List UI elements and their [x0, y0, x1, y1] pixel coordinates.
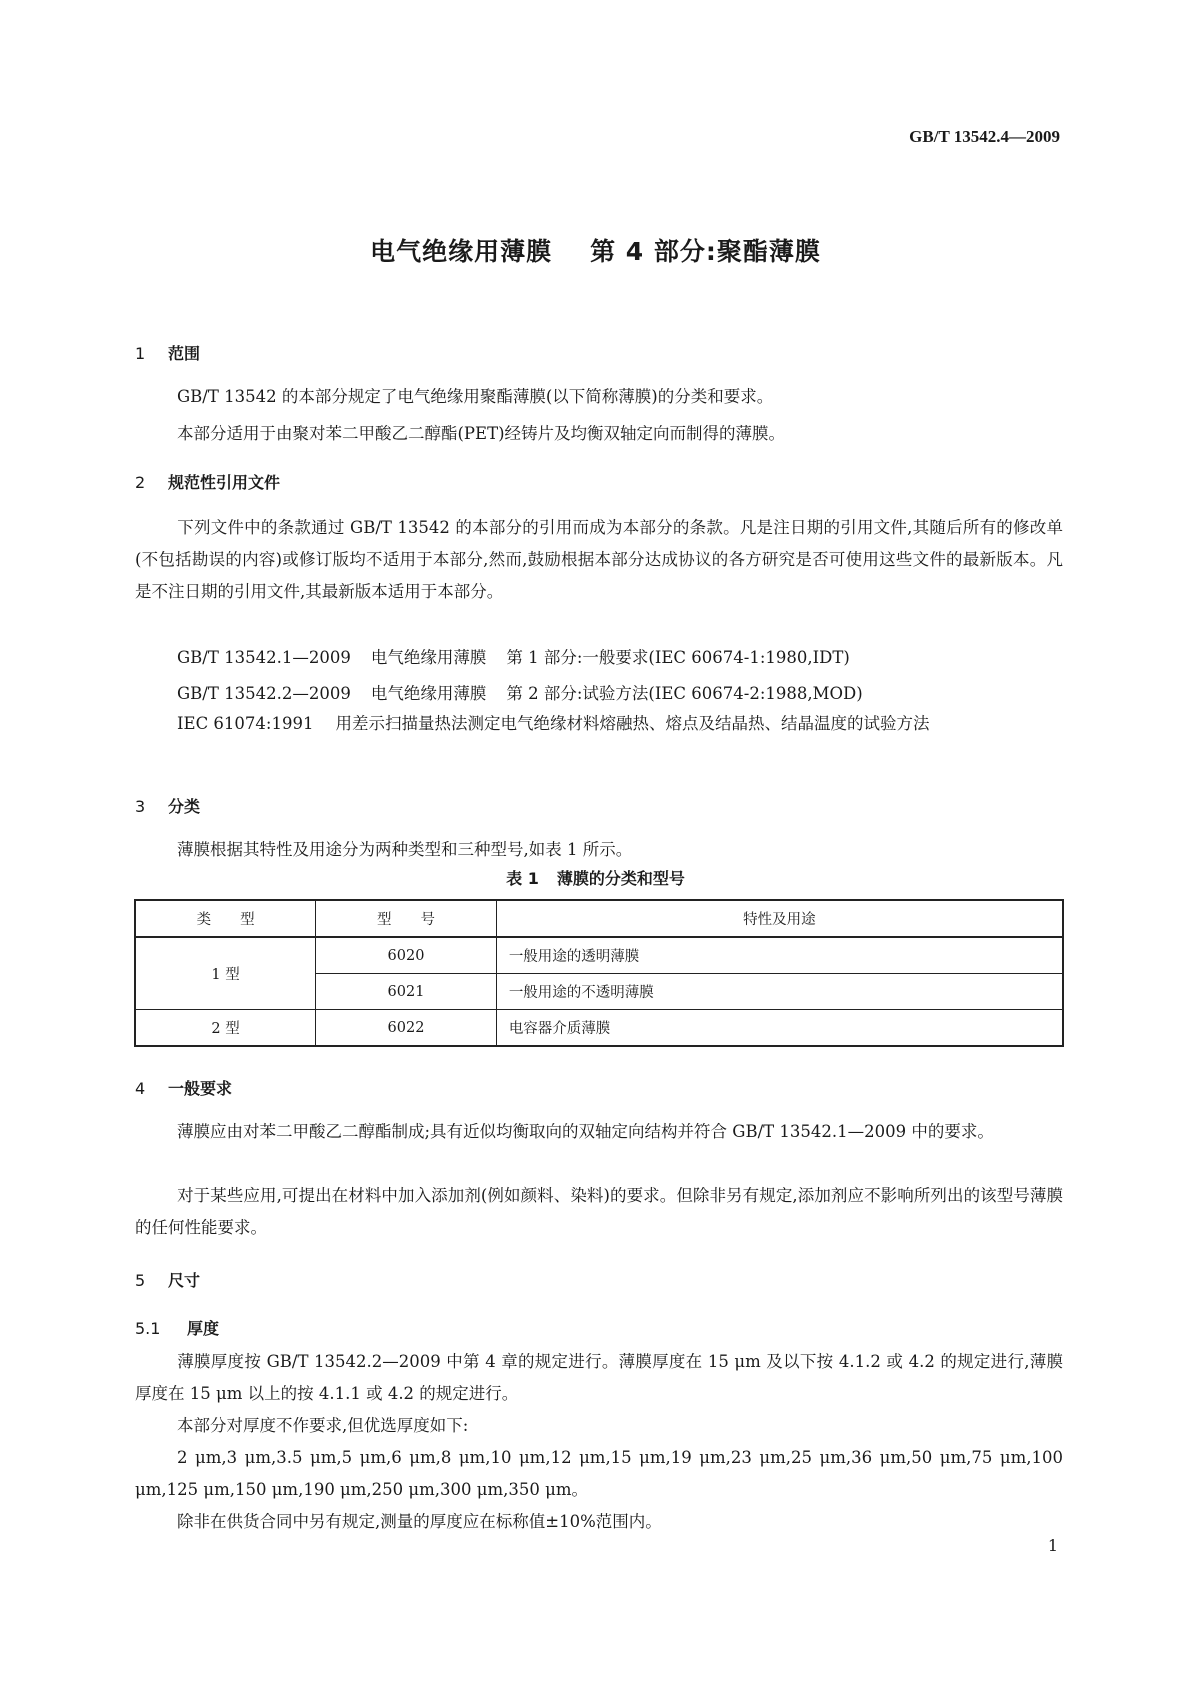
section-number: 3: [135, 797, 146, 816]
section-2-heading: [135, 470, 280, 493]
table-title: 薄膜的分类和型号: [556, 869, 685, 888]
paragraph-text: 薄膜应由对苯二甲酸乙二醇酯制成;具有近似均衡取向的双轴定向结构并符合 GB/T 13542.1—2009 中的要求。: [177, 1122, 994, 1141]
table-row: [135, 937, 1063, 974]
section-4-paragraph-1: [135, 1116, 1063, 1148]
header-type: 类 型: [135, 900, 316, 937]
cell-model: 6022: [316, 1010, 497, 1047]
reference-part: 第 1 部分:一般要求(IEC 60674-1:1980,IDT): [506, 648, 850, 667]
section-5-heading: [135, 1268, 200, 1291]
reference-2: [177, 680, 863, 704]
subsection-title: 厚度: [187, 1319, 220, 1338]
section-1-heading: [135, 341, 200, 364]
section-number: 5: [135, 1271, 146, 1290]
cell-use: 一般用途的透明薄膜: [496, 937, 1063, 974]
section-number: 4: [135, 1079, 146, 1098]
classification-table: [134, 899, 1064, 1047]
paragraph-text: 薄膜根据其特性及用途分为两种类型和三种型号,如表 1 所示。: [177, 840, 633, 859]
section-1-paragraph-1: [135, 381, 1063, 413]
reference-text: 用差示扫描量热法测定电气绝缘材料熔融热、熔点及结晶热、结晶温度的试验方法: [335, 714, 930, 733]
cell-model: 6020: [316, 937, 497, 974]
paragraph-text: 本部分适用于由聚对苯二甲酸乙二醇酯(PET)经铸片及均衡双轴定向而制得的薄膜。: [177, 424, 786, 443]
section-title: 尺寸: [168, 1271, 201, 1290]
paragraph-text: 本部分对厚度不作要求,但优选厚度如下:: [177, 1416, 469, 1435]
reference-1: [177, 644, 850, 668]
paragraph-text: 薄膜厚度按 GB/T 13542.2—2009 中第 4 章的规定进行。薄膜厚度在 15 μm 及以下按 4.1.2 或 4.2 的规定进行,薄膜厚度在 15 μm 以上的按 4.1.1 或 4.2 的规定进行。: [135, 1352, 1063, 1403]
section-3-paragraph-1: [135, 834, 1063, 866]
section-1-paragraph-2: [135, 418, 1063, 450]
title-main: 电气绝缘用薄膜: [370, 237, 553, 266]
reference-code: IEC 61074:1991: [177, 714, 314, 733]
table-header-row: [135, 900, 1063, 937]
title-part: 第 4 部分:聚酯薄膜: [590, 237, 821, 266]
section-title: 规范性引用文件: [168, 473, 281, 492]
reference-3: [135, 708, 1063, 740]
table-number: 表 1: [506, 869, 539, 888]
cell-use: 一般用途的不透明薄膜: [496, 974, 1063, 1010]
reference-part: 第 2 部分:试验方法(IEC 60674-2:1988,MOD): [506, 684, 863, 703]
paragraph-text: 对于某些应用,可提出在材料中加入添加剂(例如颜料、染料)的要求。但除非另有规定,添加剂应不影响所列出的该型号薄膜的任何性能要求。: [135, 1186, 1063, 1237]
section-5-paragraph-2: [135, 1410, 1063, 1442]
section-2-paragraph-1: [135, 512, 1063, 608]
section-title: 一般要求: [168, 1079, 233, 1098]
subsection-5-1-heading: [135, 1316, 219, 1339]
header-use: 特性及用途: [496, 900, 1063, 937]
header-model: 型 号: [316, 900, 497, 937]
section-4-heading: [135, 1076, 232, 1099]
reference-name: 电气绝缘用薄膜: [370, 648, 487, 667]
section-4-paragraph-2: [135, 1180, 1063, 1244]
cell-type: 2 型: [135, 1010, 316, 1047]
table-caption: [0, 866, 1191, 889]
reference-name: 电气绝缘用薄膜: [370, 684, 487, 703]
reference-code: GB/T 13542.2—2009: [177, 684, 351, 703]
section-number: 1: [135, 344, 146, 363]
section-title: 范围: [168, 344, 201, 363]
paragraph-text: 2 μm,3 μm,3.5 μm,5 μm,6 μm,8 μm,10 μm,12 μm,15 μm,19 μm,23 μm,25 μm,36 μm,50 μm,75 μm,100 μm,125 μm,150 μm,190 μm,250 μm,300 μm,350 μm。: [135, 1448, 1063, 1499]
page-number: 1: [1047, 1536, 1058, 1555]
standard-code: GB/T 13542.4—2009: [909, 127, 1060, 146]
reference-code: GB/T 13542.1—2009: [177, 648, 351, 667]
document-title: [0, 232, 1191, 268]
paragraph-text: GB/T 13542 的本部分规定了电气绝缘用聚酯薄膜(以下简称薄膜)的分类和要求。: [177, 387, 774, 406]
section-number: 2: [135, 473, 146, 492]
subsection-number: 5.1: [135, 1319, 161, 1338]
cell-model: 6021: [316, 974, 497, 1010]
section-5-paragraph-1: [135, 1346, 1063, 1410]
paragraph-text: 除非在供货合同中另有规定,测量的厚度应在标称值±10%范围内。: [177, 1512, 662, 1531]
table-row: [135, 1010, 1063, 1047]
cell-type: 1 型: [135, 937, 316, 1010]
section-3-heading: [135, 794, 200, 817]
preferred-thickness-list: [135, 1442, 1063, 1506]
section-5-paragraph-4: [135, 1506, 1063, 1538]
section-title: 分类: [168, 797, 201, 816]
paragraph-text: 下列文件中的条款通过 GB/T 13542 的本部分的引用而成为本部分的条款。凡是注日期的引用文件,其随后所有的修改单(不包括勘误的内容)或修订版均不适用于本部分,然而,鼓励根据本部分达成协议的各方研究是否可使用这些文件的最新版本。凡是不注日期的引用文件,其最新版本适用于本部分。: [135, 518, 1063, 601]
cell-use: 电容器介质薄膜: [496, 1010, 1063, 1047]
